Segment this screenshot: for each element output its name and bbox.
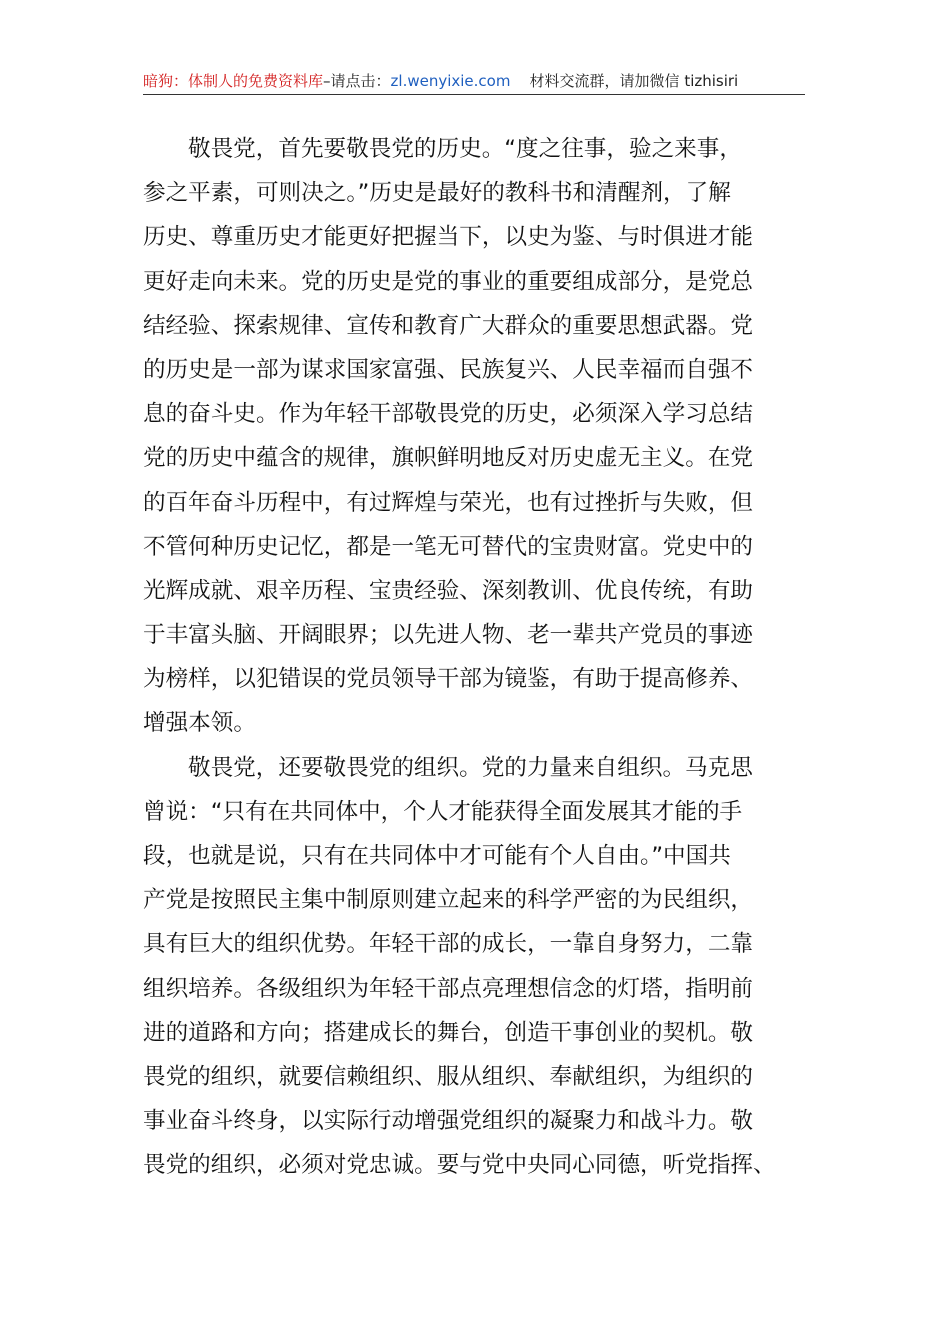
header-contact: 材料交流群，请加微信 tizhisiri	[529, 72, 739, 90]
text-line: 畏党的组织，就要信赖组织、服从组织、奉献组织，为组织的	[143, 1063, 754, 1090]
header-url-link[interactable]: zl.wenyixie.com	[390, 72, 511, 90]
text-line: 畏党的组织，必须对党忠诚。要与党中央同心同德，听党指挥、	[143, 1152, 776, 1179]
paragraph-party-organization	[143, 746, 807, 1188]
text-line: 曾说：“只有在共同体中，个人才能获得全面发展其才能的手	[143, 798, 743, 825]
text-line: 具有巨大的组织优势。年轻干部的成长，一靠自身努力，二靠	[143, 931, 754, 958]
text-line: 事业奋斗终身，以实际行动增强党组织的凝聚力和战斗力。敬	[143, 1108, 754, 1135]
page-header	[143, 68, 805, 95]
text-line: 党的历史中蕴含的规律，旗帜鲜明地反对历史虚无主义。在党	[143, 445, 754, 472]
text-line: 参之平素，可则决之。”历史是最好的教科书和清醒剂，了解	[143, 180, 731, 207]
text-line: 更好走向未来。党的历史是党的事业的重要组成部分，是党总	[143, 268, 754, 295]
text-line: 不管何种历史记忆，都是一笔无可替代的宝贵财富。党史中的	[143, 533, 754, 560]
header-brand: 暗狗：体制人的免费资料库	[143, 72, 324, 90]
text-line: 段，也就是说，只有在共同体中才可能有个人自由。”中国共	[143, 843, 731, 869]
text-line: 敬畏党，还要敬畏党的组织。党的力量来自组织。马克思	[188, 754, 753, 781]
text-line: 的历史是一部为谋求国家富强、民族复兴、人民幸福而自强不	[143, 356, 754, 383]
text-line: 历史、尊重历史才能更好把握当下，以史为鉴、与时俱进才能	[143, 224, 754, 251]
document-body	[143, 127, 807, 1188]
text-line: 组织培养。各级组织为年轻干部点亮理想信念的灯塔，指明前	[143, 975, 754, 1002]
text-line: 为榜样，以犯错误的党员领导干部为镜鉴，有助于提高修养、	[143, 666, 754, 693]
text-line: 的百年奋斗历程中，有过辉煌与荣光，也有过挫折与失败，但	[143, 489, 754, 516]
text-line: 产党是按照民主集中制原则建立起来的科学严密的为民组织，	[143, 887, 754, 914]
text-line: 敬畏党，首先要敬畏党的历史。“度之往事，验之来事，	[188, 136, 742, 162]
paragraph-party-history	[143, 127, 807, 746]
text-line: 于丰富头脑、开阔眼界；以先进人物、老一辈共产党员的事迹	[143, 622, 754, 649]
text-line: 进的道路和方向；搭建成长的舞台，创造干事创业的契机。敬	[143, 1019, 754, 1046]
text-line: 息的奋斗史。作为年轻干部敬畏党的历史，必须深入学习总结	[143, 401, 754, 428]
text-line: 光辉成就、艰辛历程、宝贵经验、深刻教训、优良传统，有助	[143, 577, 754, 604]
text-line: 增强本领。	[143, 710, 256, 737]
header-prompt: –请点击：	[323, 72, 391, 90]
text-line: 结经验、探索规律、宣传和教育广大群众的重要思想武器。党	[143, 312, 754, 339]
